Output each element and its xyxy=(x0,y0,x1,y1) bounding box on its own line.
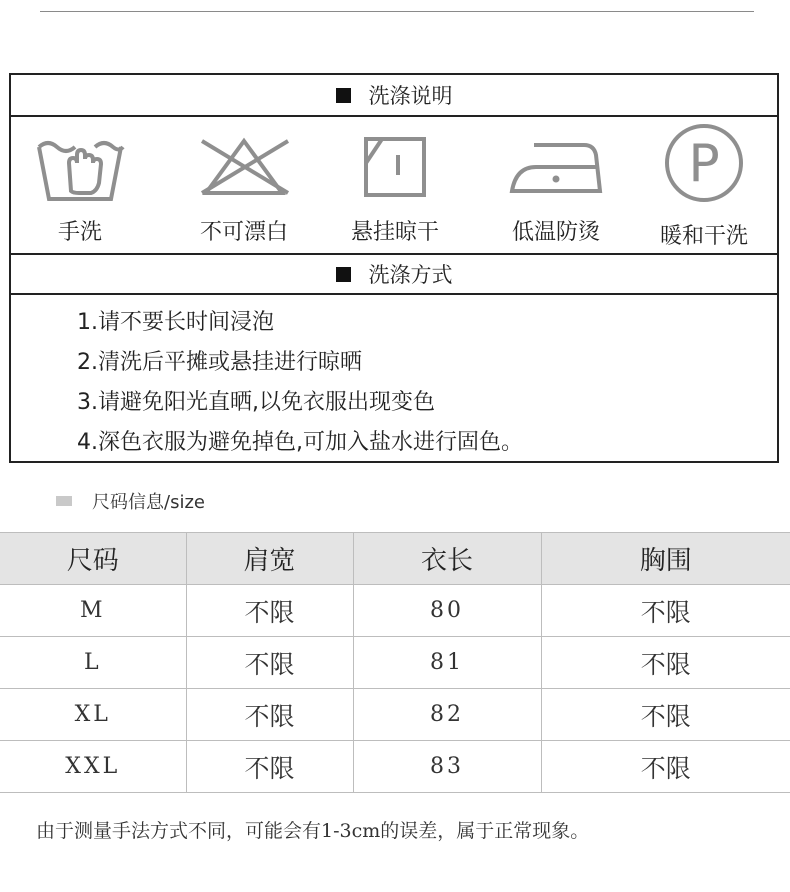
size-table xyxy=(0,532,790,793)
instruction-item: 1.请不要长时间浸泡 xyxy=(77,310,274,335)
chest-cell: 不限 xyxy=(541,689,790,741)
care-icon-label: 暖和干洗 xyxy=(659,224,748,249)
column-header: 胸围 xyxy=(541,533,790,585)
line-dry-icon xyxy=(360,133,430,201)
size-cell: M xyxy=(0,585,186,637)
table-header-row xyxy=(0,533,790,585)
column-header: 衣长 xyxy=(353,533,541,585)
dry-clean-p-icon xyxy=(662,121,746,205)
care-icon-cell xyxy=(15,117,145,253)
care-icon-label: 低温防烫 xyxy=(511,220,600,245)
instruction-item: 2.清洗后平摊或悬挂进行晾晒 xyxy=(77,350,362,375)
table-row xyxy=(0,689,790,741)
size-section-title xyxy=(56,488,205,514)
care-icon-cell xyxy=(491,117,621,253)
square-bullet-icon xyxy=(336,88,351,103)
size-cell: XL xyxy=(0,689,186,741)
instruction-item: 4.深色衣服为避免掉色,可加入盐水进行固色。 xyxy=(77,430,523,455)
length-cell: 81 xyxy=(353,637,541,689)
dry-clean-symbol: P xyxy=(688,134,720,194)
shoulder-cell: 不限 xyxy=(186,585,353,637)
top-divider xyxy=(40,11,754,12)
length-cell: 82 xyxy=(353,689,541,741)
table-row xyxy=(0,637,790,689)
care-title: 洗涤说明 xyxy=(368,84,453,108)
chest-cell: 不限 xyxy=(541,585,790,637)
table-row xyxy=(0,585,790,637)
care-instructions-box xyxy=(9,73,779,463)
square-bullet-icon xyxy=(336,267,351,282)
square-bullet-icon xyxy=(56,496,72,506)
chest-cell: 不限 xyxy=(541,741,790,793)
care-icon-label: 不可漂白 xyxy=(199,220,288,245)
column-header: 尺码 xyxy=(0,533,186,585)
measurement-note: 由于测量手法方式不同，可能会有1-3cm的误差，属于正常现象。 xyxy=(36,820,590,842)
size-title-text: 尺码信息/size xyxy=(92,492,205,513)
care-icon-cell xyxy=(179,117,309,253)
method-title: 洗涤方式 xyxy=(368,263,453,287)
method-header xyxy=(11,255,777,295)
shoulder-cell: 不限 xyxy=(186,637,353,689)
hand-wash-icon xyxy=(35,133,125,205)
no-bleach-icon xyxy=(196,133,292,197)
low-iron-icon xyxy=(506,133,606,197)
table-row xyxy=(0,741,790,793)
instructions-list xyxy=(11,295,777,463)
length-cell: 80 xyxy=(353,585,541,637)
care-icon-label: 悬挂晾干 xyxy=(350,220,439,245)
column-header: 肩宽 xyxy=(186,533,353,585)
care-icons-row xyxy=(11,117,777,255)
instruction-item: 3.请避免阳光直晒,以免衣服出现变色 xyxy=(77,390,435,415)
care-icon-label: 手洗 xyxy=(57,220,102,245)
shoulder-cell: 不限 xyxy=(186,689,353,741)
chest-cell: 不限 xyxy=(541,637,790,689)
care-icon-cell xyxy=(330,117,460,253)
care-header xyxy=(11,75,777,117)
size-cell: L xyxy=(0,637,186,689)
shoulder-cell: 不限 xyxy=(186,741,353,793)
size-cell: XXL xyxy=(0,741,186,793)
length-cell: 83 xyxy=(353,741,541,793)
care-icon-cell xyxy=(639,117,769,253)
